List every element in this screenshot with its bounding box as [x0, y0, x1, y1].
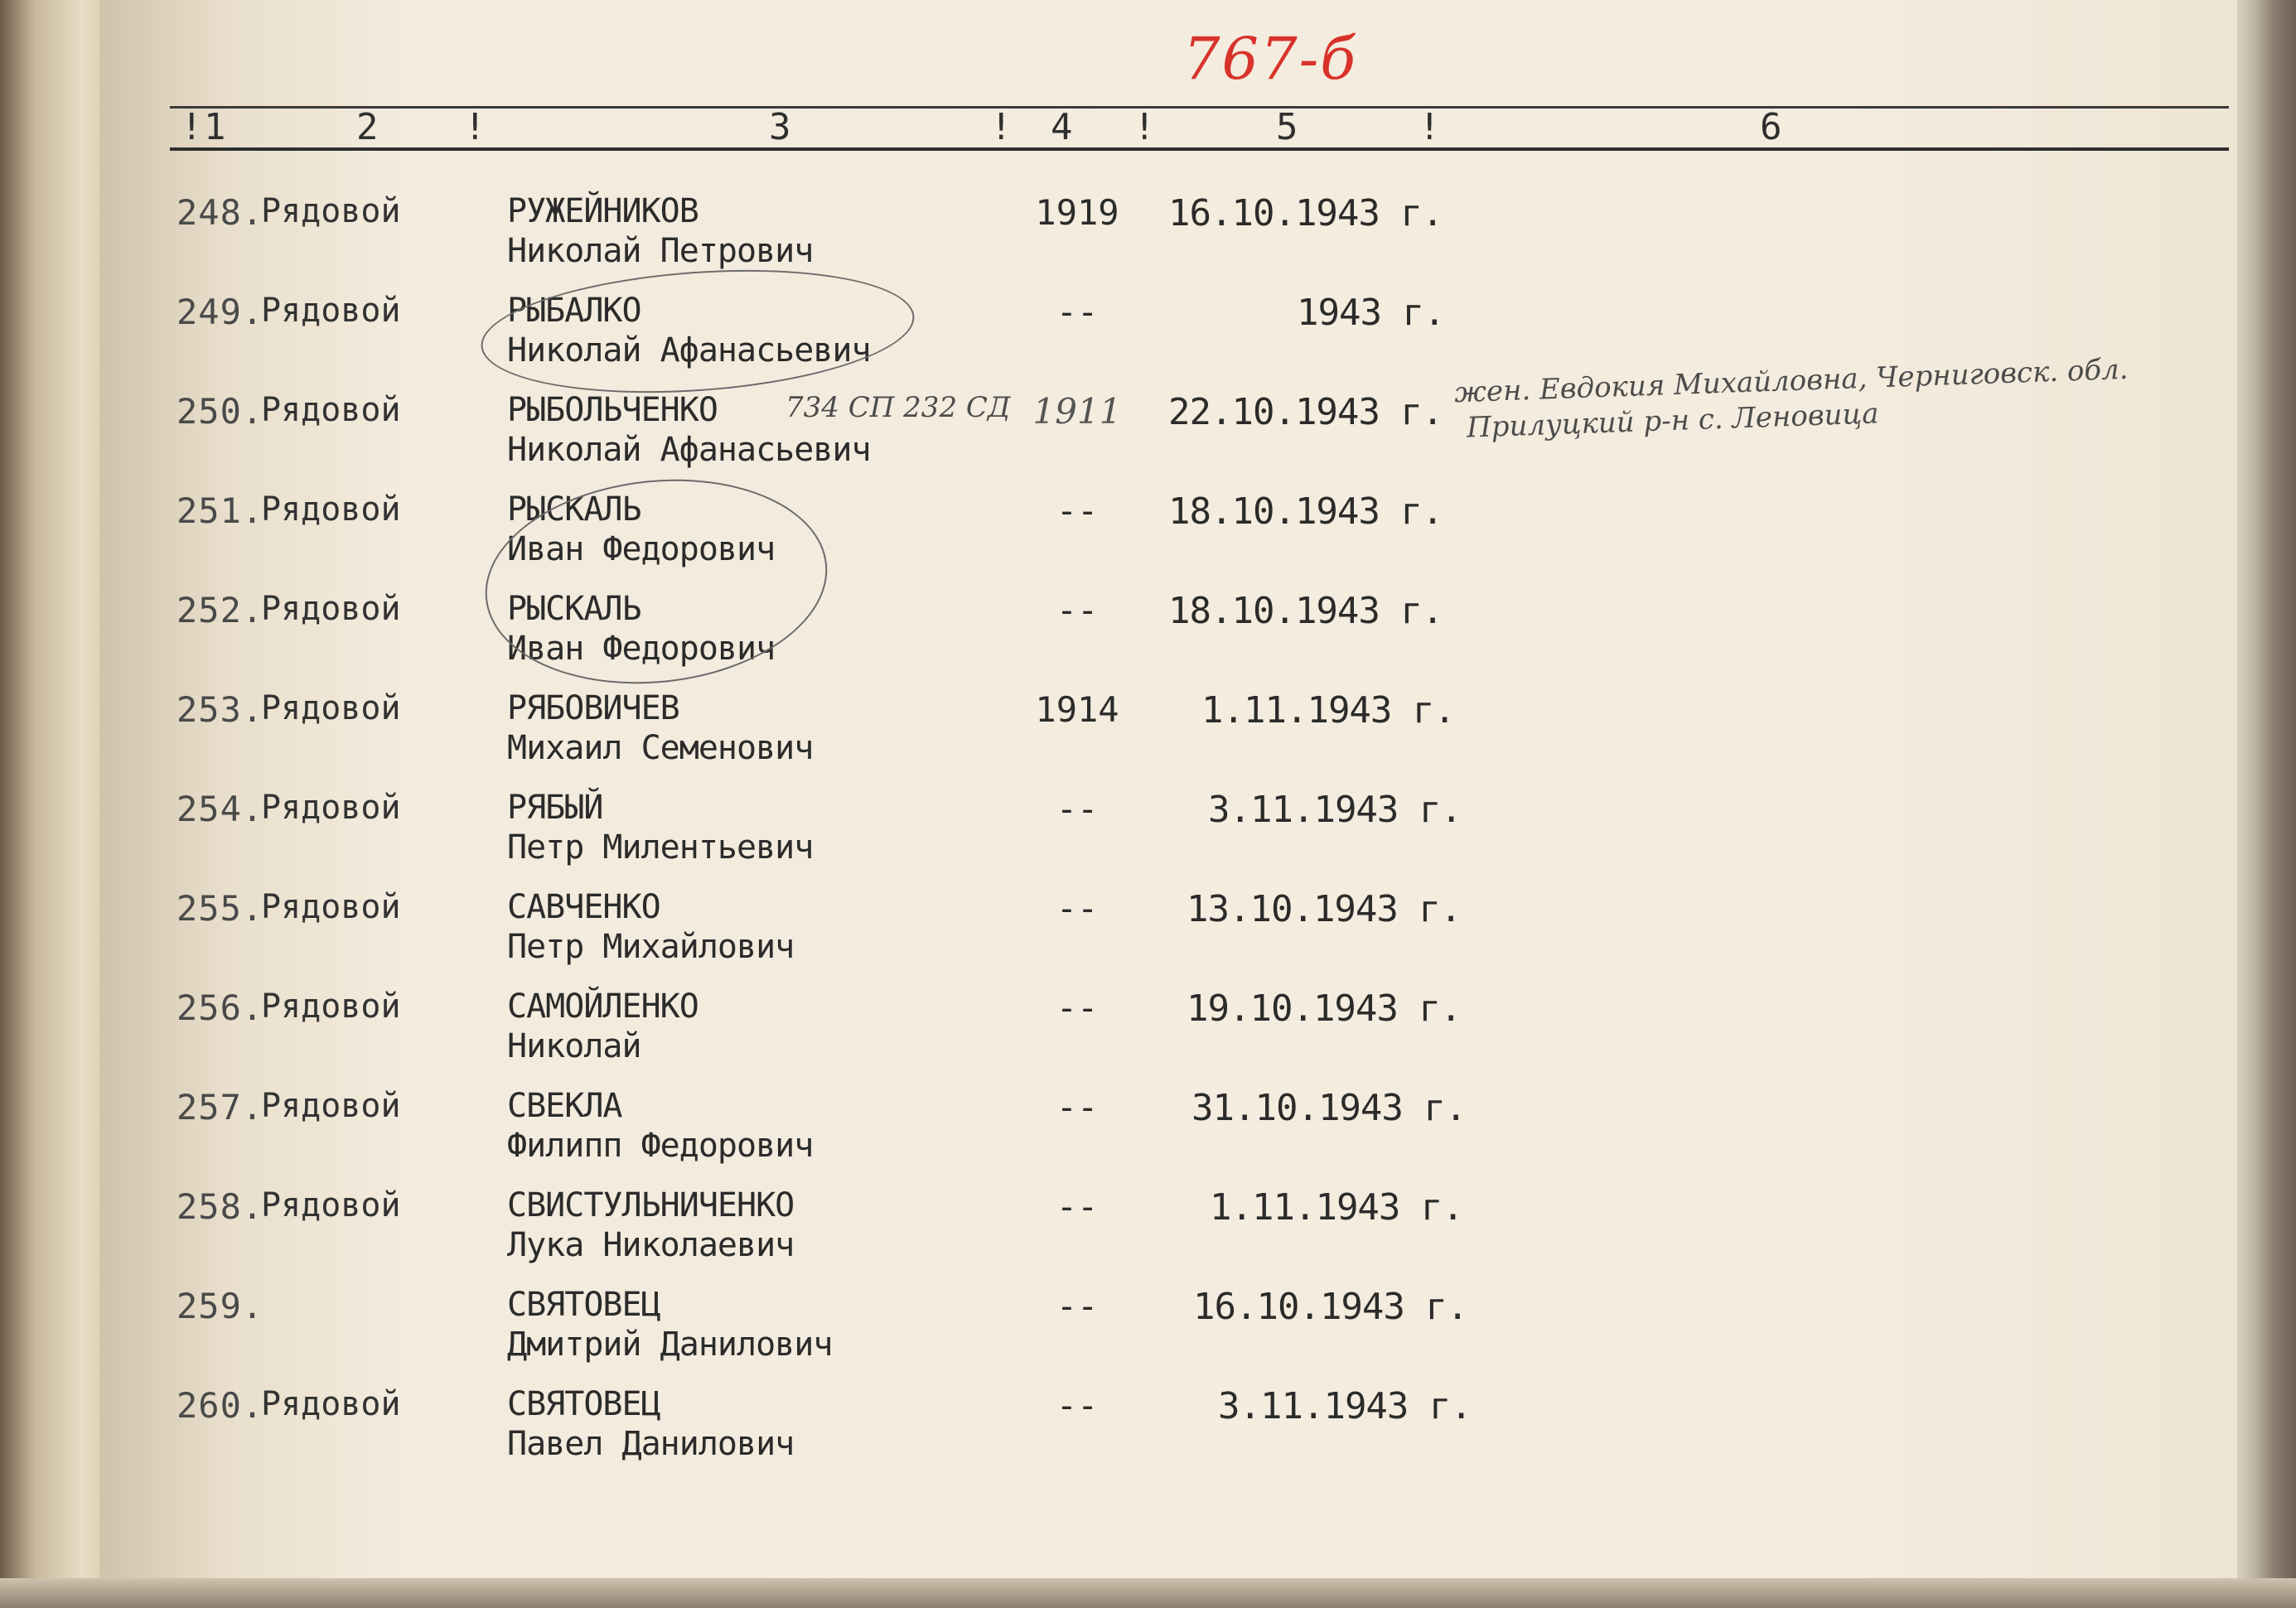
- row-rank: Рядовой: [261, 490, 401, 529]
- separator-2: !: [990, 106, 1013, 148]
- row-rank: Рядовой: [261, 888, 401, 926]
- row-given-name: Иван Федорович: [507, 530, 776, 568]
- row-birth-year: --: [1056, 1286, 1099, 1326]
- register-row: [0, 590, 2296, 689]
- row-date: 3.11.1943 г.: [1208, 789, 1462, 831]
- row-rank: Рядовой: [261, 1087, 401, 1125]
- row-birth-year: --: [1056, 888, 1099, 929]
- row-given-name: Николай Афанасьевич: [507, 431, 871, 469]
- row-surname: РЫБАЛКО: [507, 292, 641, 330]
- row-given-name: Дмитрий Данилович: [507, 1326, 833, 1364]
- handwritten-unit-note: 734 СП 232 СД: [785, 391, 1011, 424]
- row-given-name: Павел Данилович: [507, 1425, 795, 1463]
- row-birth-year: --: [1056, 490, 1099, 531]
- row-given-name: Николай: [507, 1027, 641, 1065]
- row-birth-year: --: [1056, 789, 1099, 829]
- column-header-6: 6: [1760, 106, 1782, 148]
- handwritten-note-line-1: жен. Евдокия Михайловна, Черниговск. обл.: [1453, 352, 2129, 410]
- row-date: 31.10.1943 г.: [1192, 1087, 1467, 1129]
- row-date: 3.11.1943 г.: [1218, 1385, 1472, 1427]
- column-header-4: 4: [1051, 106, 1073, 148]
- row-date: 19.10.1943 г.: [1187, 987, 1462, 1030]
- row-number: 253.: [176, 689, 264, 730]
- row-surname: СВЕКЛА: [507, 1087, 622, 1125]
- row-rank: Рядовой: [261, 292, 401, 330]
- row-number: 258.: [176, 1186, 264, 1227]
- column-header-5: 5: [1276, 106, 1298, 148]
- row-rank: Рядовой: [261, 192, 401, 230]
- register-row: [0, 192, 2296, 292]
- row-date: 22.10.1943 г.: [1168, 391, 1443, 433]
- row-rank: Рядовой: [261, 987, 401, 1026]
- register-row: [0, 490, 2296, 590]
- register-row: [0, 789, 2296, 888]
- row-birth-year: 1914: [1035, 689, 1119, 730]
- handwritten-note-line-2: Прилуцкий р-н с. Леновица: [1466, 397, 1880, 445]
- row-given-name: Николай Петрович: [507, 232, 814, 270]
- register-row: [0, 689, 2296, 789]
- row-rank: Рядовой: [261, 1186, 401, 1224]
- row-given-name: Филипп Федорович: [507, 1127, 814, 1165]
- column-header-1: 1: [204, 106, 226, 148]
- row-given-name: Лука Николаевич: [507, 1226, 795, 1264]
- row-given-name: Петр Михайлович: [507, 928, 795, 966]
- row-rank: Рядовой: [261, 590, 401, 628]
- row-surname: СВЯТОВЕЦ: [507, 1286, 660, 1324]
- separator-3: !: [1133, 106, 1156, 148]
- row-birth-year: --: [1056, 987, 1099, 1028]
- row-number: 252.: [176, 590, 264, 630]
- row-surname: РЯБЫЙ: [507, 789, 603, 827]
- row-surname: СВИСТУЛЬНИЧЕНКО: [507, 1186, 795, 1224]
- row-date: 1.11.1943 г.: [1210, 1186, 1463, 1229]
- separator-4: !: [1419, 106, 1441, 148]
- row-rank: Рядовой: [261, 391, 401, 429]
- row-surname: САВЧЕНКО: [507, 888, 660, 926]
- row-given-name: Петр Милентьевич: [507, 828, 814, 867]
- row-given-name: Михаил Семенович: [507, 729, 814, 767]
- column-header-3: 3: [769, 106, 791, 148]
- register-row: [0, 987, 2296, 1087]
- row-rank: Рядовой: [261, 789, 401, 827]
- row-birth-year: --: [1056, 1186, 1099, 1227]
- row-date: 13.10.1943 г.: [1187, 888, 1462, 930]
- register-row: [0, 1286, 2296, 1385]
- row-surname: РЫСКАЛЬ: [507, 590, 641, 628]
- row-date: 18.10.1943 г.: [1168, 590, 1443, 632]
- row-number: 249.: [176, 292, 264, 332]
- row-surname: РУЖЕЙНИКОВ: [507, 192, 698, 230]
- row-given-name: Николай Афанасьевич: [507, 331, 871, 369]
- register-row: [0, 1186, 2296, 1286]
- row-date: 1943 г.: [1297, 292, 1445, 334]
- row-birth-year: 1911: [1032, 391, 1122, 432]
- row-rank: Рядовой: [261, 1385, 401, 1423]
- row-number: 254.: [176, 789, 264, 829]
- row-rank: Рядовой: [261, 689, 401, 727]
- row-birth-year: --: [1056, 590, 1099, 630]
- row-number: 255.: [176, 888, 264, 929]
- row-birth-year: --: [1056, 1385, 1099, 1426]
- register-row: [0, 391, 2296, 490]
- separator-1: !: [464, 106, 486, 148]
- row-surname: РЫБОЛЬЧЕНКО: [507, 391, 718, 429]
- archive-stamp: 767-б: [1183, 25, 1357, 93]
- row-given-name: Иван Федорович: [507, 630, 776, 668]
- row-birth-year: 1919: [1035, 192, 1119, 233]
- row-surname: САМОЙЛЕНКО: [507, 987, 698, 1026]
- row-number: 256.: [176, 987, 264, 1028]
- row-number: 259.: [176, 1286, 264, 1326]
- row-number: 260.: [176, 1385, 264, 1426]
- register-row: [0, 1385, 2296, 1485]
- row-number: 251.: [176, 490, 264, 531]
- register-row: [0, 1087, 2296, 1186]
- column-header-2: 2: [356, 106, 379, 148]
- separator-0: !: [181, 106, 203, 148]
- row-birth-year: --: [1056, 1087, 1099, 1128]
- row-surname: СВЯТОВЕЦ: [507, 1385, 660, 1423]
- row-surname: РЫСКАЛЬ: [507, 490, 641, 529]
- row-birth-year: --: [1056, 292, 1099, 332]
- row-surname: РЯБОВИЧЕВ: [507, 689, 679, 727]
- row-date: 16.10.1943 г.: [1168, 192, 1443, 234]
- row-number: 257.: [176, 1087, 264, 1128]
- row-number: 248.: [176, 192, 264, 233]
- row-date: 1.11.1943 г.: [1201, 689, 1455, 732]
- row-date: 18.10.1943 г.: [1168, 490, 1443, 533]
- row-date: 16.10.1943 г.: [1193, 1286, 1468, 1328]
- row-number: 250.: [176, 391, 264, 432]
- register-row: [0, 888, 2296, 987]
- page-bottom-edge: [0, 1578, 2296, 1608]
